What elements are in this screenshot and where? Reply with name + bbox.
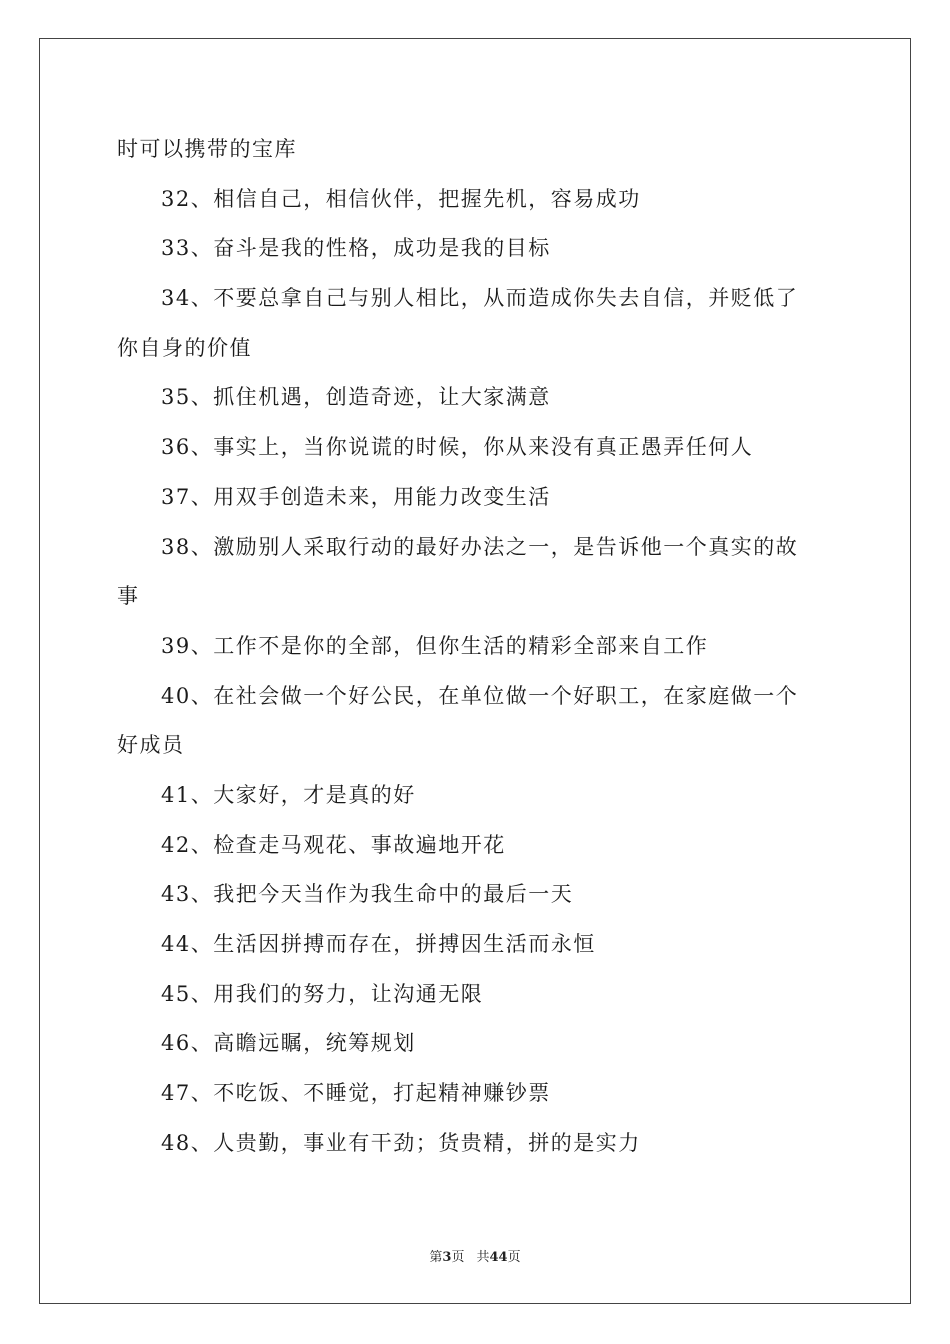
- text-line: 时可以携带的宝库: [117, 137, 297, 161]
- document-body: [117, 125, 833, 1168]
- text-line: 41、大家好，才是真的好: [161, 782, 416, 807]
- total-suffix: 页: [507, 1250, 521, 1265]
- text-line: 45、用我们的努力，让沟通无限: [161, 981, 484, 1006]
- text-line: 44、生活因拼搏而存在，拼搏因生活而永恒: [161, 932, 596, 956]
- text-line: 38、激励别人采取行动的最好办法之一，是告诉他一个真实的故: [161, 534, 799, 559]
- text-line: 48、人贵勤，事业有干劲；货贵精，拼的是实力: [161, 1130, 641, 1155]
- text-line: 34、不要总拿自己与别人相比，从而造成你失去自信，并贬低了: [161, 286, 799, 311]
- text-line: 40、在社会做一个好公民，在单位做一个好职工，在家庭做一个: [161, 683, 799, 708]
- text-line: 32、相信自己，相信伙伴，把握先机，容易成功: [161, 186, 641, 211]
- text-line: 你自身的价值: [117, 335, 252, 360]
- text-line: 36、事实上，当你说谎的时候，你从来没有真正愚弄任何人: [161, 435, 754, 460]
- total-prefix: 共: [476, 1250, 490, 1265]
- text-line: 35、抓住机遇，创造奇迹，让大家满意: [161, 385, 551, 410]
- text-line: 39、工作不是你的全部，但你生活的精彩全部来自工作: [161, 633, 709, 658]
- page-footer: [0, 1246, 950, 1265]
- total-pages: 44: [489, 1250, 508, 1265]
- page-prefix: 第: [429, 1250, 443, 1265]
- text-line: 46、高瞻远瞩，统筹规划: [161, 1031, 416, 1056]
- text-line: 42、检查走马观花、事故遍地开花: [161, 832, 506, 857]
- page-number: 3: [442, 1250, 452, 1265]
- text-line: 33、奋斗是我的性格，成功是我的目标: [161, 236, 551, 261]
- text-line: 47、不吃饭、不睡觉，打起精神赚钞票: [161, 1081, 551, 1106]
- page-suffix: 页: [451, 1250, 465, 1265]
- text-line: 好成员: [117, 733, 185, 758]
- text-line: 事: [117, 584, 140, 609]
- text-line: 43、我把今天当作为我生命中的最后一天: [161, 882, 574, 907]
- text-line: 37、用双手创造未来，用能力改变生活: [161, 484, 551, 509]
